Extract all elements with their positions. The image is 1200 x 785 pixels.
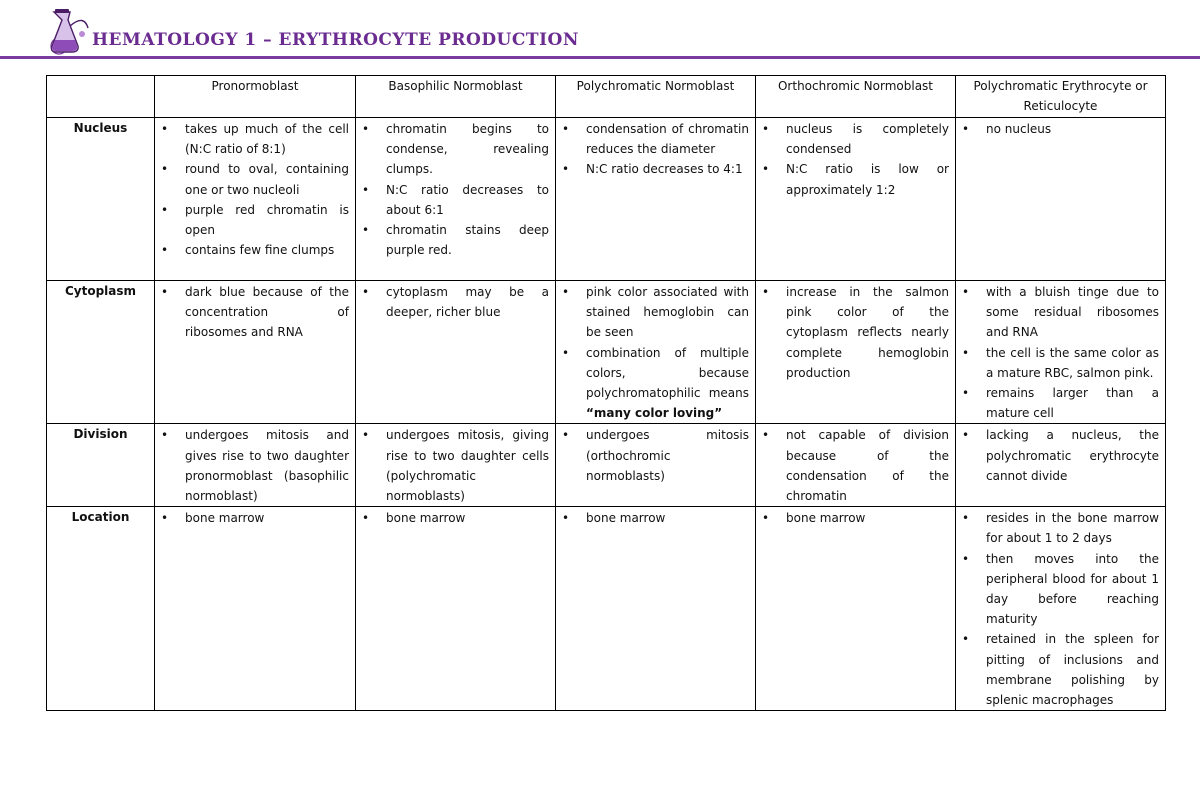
table-cell	[756, 424, 956, 507]
list-item: • cytoplasm may be a deeper, richer blue	[362, 285, 549, 320]
list-item: • retained in the spleen for pitting of inclusions and membrane polishing by splenic macrophages	[962, 632, 1159, 708]
list-item: • bone marrow	[762, 511, 866, 526]
lab-flask-logo-icon	[44, 6, 90, 58]
list-item: • the cell is the same color as a mature RBC, salmon pink.	[962, 345, 1159, 380]
list-item: • increase in the salmon pink color of the cytoplasm reflects nearly complete hemoglobin production	[762, 285, 949, 380]
table-cell	[756, 281, 956, 424]
list-item: • undergoes mitosis, giving rise to two daughter cells (polychromatic normoblasts)	[362, 428, 549, 504]
table-header-row	[47, 76, 1166, 118]
table-cell	[356, 424, 556, 507]
column-header: Polychromatic Erythrocyte or Reticulocyte	[956, 76, 1166, 118]
list-item: • bone marrow	[161, 511, 265, 526]
page-header	[0, 0, 1200, 64]
list-item: • no nucleus	[962, 122, 1052, 136]
list-item: • nucleus is completely condensed	[762, 122, 949, 157]
table-cell	[956, 118, 1166, 281]
row-header: Division	[47, 424, 155, 507]
list-item: • not capable of division because of the condensation of the chromatin	[762, 428, 949, 504]
header-divider	[0, 56, 1200, 59]
list-item: • pink color associated with stained hemoglobin can be seen	[562, 285, 749, 340]
list-item: • condensation of chromatin reduces the diameter	[562, 122, 749, 157]
table-cell	[556, 118, 756, 281]
column-header: Orthochromic Normoblast	[756, 76, 956, 118]
list-item: • N:C ratio decreases to 4:1	[562, 162, 743, 177]
list-item: • takes up much of the cell (N:C ratio of 8:1)	[161, 122, 349, 157]
list-item: • remains larger than a mature cell	[962, 386, 1159, 421]
row-header: Nucleus	[47, 118, 155, 281]
table-cell	[756, 507, 956, 711]
table-cell	[956, 281, 1166, 424]
table-cell	[155, 281, 356, 424]
table-row	[47, 118, 1166, 281]
list-item: • undergoes mitosis and gives rise to two daughter pronormoblast (basophilic normoblast)	[161, 428, 349, 504]
list-item: • N:C ratio decreases to about 6:1	[362, 182, 549, 217]
page-title: HEMATOLOGY 1 – ERYTHROCYTE PRODUCTION	[92, 30, 579, 50]
list-item: • N:C ratio is low or approximately 1:2	[762, 162, 949, 197]
column-header: Basophilic Normoblast	[356, 76, 556, 118]
list-item: • dark blue because of the concentration of ribosomes and RNA	[161, 285, 349, 340]
table-cell	[556, 507, 756, 711]
erythrocyte-stages-table	[46, 75, 1166, 711]
table-cell	[356, 118, 556, 281]
table-row	[47, 424, 1166, 507]
list-item: • bone marrow	[362, 511, 466, 526]
list-item: • resides in the bone marrow for about 1 to 2 days	[962, 511, 1159, 546]
table-cell	[556, 281, 756, 424]
emphasis-text: “many color loving”	[586, 406, 723, 421]
list-item: • with a bluish tinge due to some residual ribosomes and RNA	[962, 285, 1159, 340]
list-item: • undergoes mitosis (orthochromic normoblasts)	[562, 428, 749, 483]
table-cell	[356, 507, 556, 711]
list-item: • then moves into the peripheral blood for about 1 day before reaching maturity	[962, 551, 1159, 627]
list-item: • chromatin stains deep purple red.	[362, 223, 549, 258]
list-item: • round to oval, containing one or two nucleoli	[161, 162, 349, 197]
column-header: Polychromatic Normoblast	[556, 76, 756, 118]
list-item: • bone marrow	[562, 511, 666, 526]
table-cell	[155, 507, 356, 711]
table-cell	[556, 424, 756, 507]
column-header: Pronormoblast	[155, 76, 356, 118]
table-cell	[956, 424, 1166, 507]
table-cell	[756, 118, 956, 281]
table-cell	[155, 424, 356, 507]
table-cell	[155, 118, 356, 281]
table-cell	[956, 507, 1166, 711]
table-cell	[356, 281, 556, 424]
list-item: • chromatin begins to condense, revealing clumps.	[362, 122, 549, 177]
list-item: • purple red chromatin is open	[161, 202, 349, 238]
corner-cell	[47, 76, 155, 118]
list-item: • combination of multiple colors, because polychromatophilic means “many color loving”	[562, 345, 749, 421]
list-item: • contains few fine clumps	[161, 243, 335, 258]
table-row	[47, 281, 1166, 424]
table-row	[47, 507, 1166, 711]
row-header: Cytoplasm	[47, 281, 155, 424]
row-header: Location	[47, 507, 155, 711]
list-item: • lacking a nucleus, the polychromatic erythrocyte cannot divide	[962, 428, 1159, 483]
